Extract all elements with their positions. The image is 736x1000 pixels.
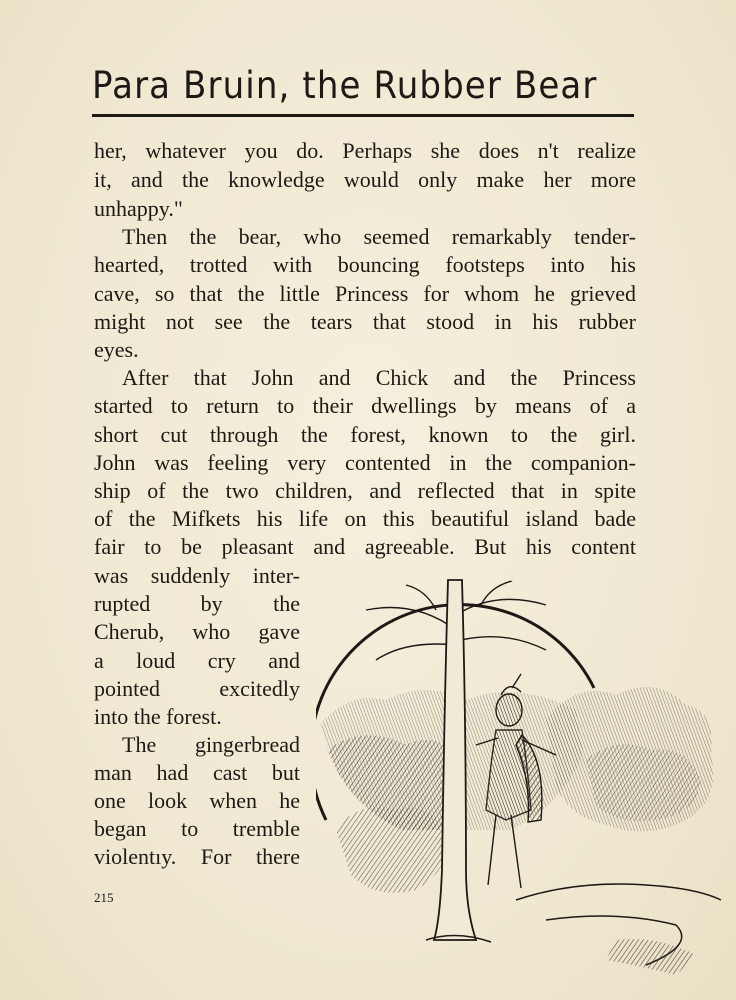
- page-number: 215: [94, 890, 114, 905]
- text-line: into the forest.: [94, 704, 222, 729]
- text-line: a loud cry and: [94, 648, 300, 673]
- text-line: it, and the knowledge would only make her more: [94, 167, 636, 192]
- text-line: short cut through the forest, known to the girl.: [94, 422, 636, 447]
- text-line: man had cast but: [94, 760, 300, 785]
- text-line: violentıy. For there: [94, 844, 300, 869]
- text-line: started to return to their dwellings by means of a: [94, 393, 636, 418]
- text-line: might not see the tears that stood in his rubber: [94, 309, 636, 334]
- title-rule: [92, 114, 634, 117]
- text-line: cave, so that the little Princess for whom he grieved: [94, 281, 636, 306]
- text-line: pointed excitedly: [94, 676, 300, 701]
- text-line: After that John and Chick and the Princess: [122, 365, 636, 390]
- text-line: ship of the two children, and reflected that in spite: [94, 478, 636, 503]
- text-line: was suddenly inter-: [94, 563, 300, 588]
- forest-illustration: [316, 570, 726, 980]
- text-line: eyes.: [94, 337, 139, 362]
- text-line: began to tremble: [94, 816, 300, 841]
- text-line: Cherub, who gave: [94, 619, 300, 644]
- text-line: unhappy.": [94, 196, 183, 221]
- text-line: The gingerbread: [122, 732, 300, 757]
- page-title: Para Bruin, the Rubber Bear: [92, 64, 598, 107]
- text-line: hearted, trotted with bouncing footsteps into his: [94, 252, 636, 277]
- text-line: her, whatever you do. Perhaps she does n't realize: [94, 138, 636, 163]
- text-line: Then the bear, who seemed remarkably tender-: [122, 224, 636, 249]
- text-line: John was feeling very contented in the companion-: [94, 450, 636, 475]
- text-line: of the Mifkets his life on this beautiful island bade: [94, 506, 636, 531]
- text-line: rupted by the: [94, 591, 300, 616]
- text-line: fair to be pleasant and agreeable. But his content: [94, 534, 636, 559]
- text-line: one look when he: [94, 788, 300, 813]
